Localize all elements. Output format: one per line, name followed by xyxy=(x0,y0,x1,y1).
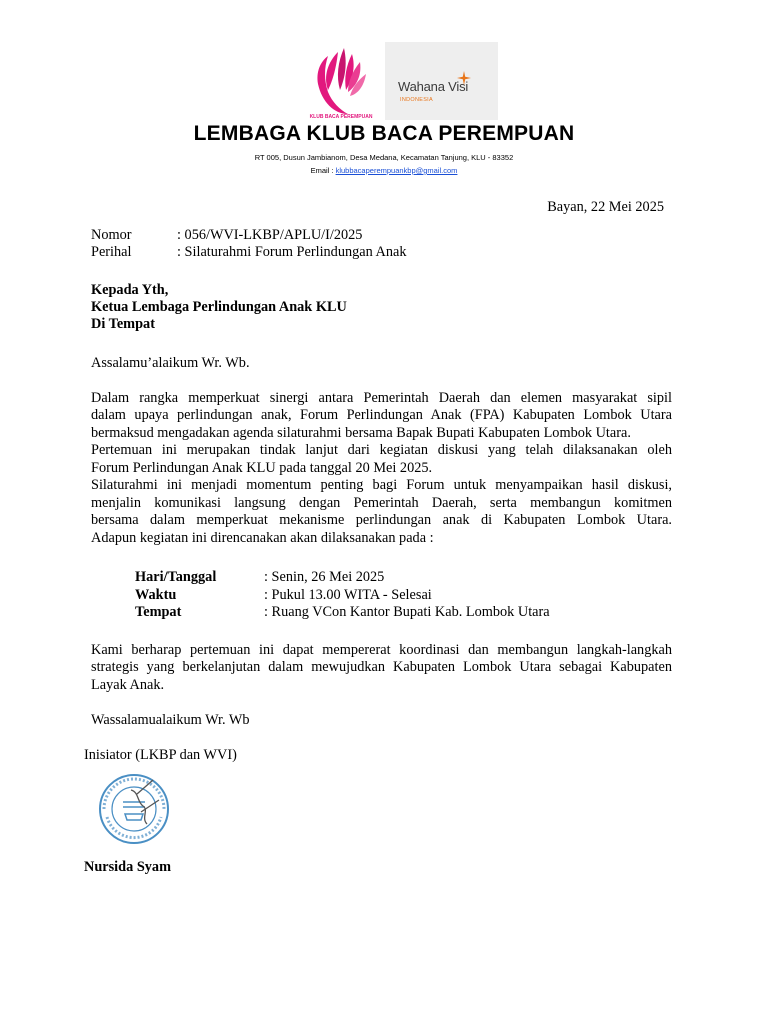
paragraph-line: dalam upaya perlindungan anak, Forum Perlindungan Anak (FPA) Kabupaten Lombok Utara xyxy=(91,407,672,423)
nomor-value: : 056/WVI-LKBP/APLU/I/2025 xyxy=(177,227,363,243)
schedule-label: Tempat xyxy=(135,604,182,620)
klub-baca-perempuan-logo xyxy=(298,44,384,124)
initiator: Inisiator (LKBP dan WVI) xyxy=(84,747,237,763)
org-title: LEMBAGA KLUB BACA PEREMPUAN xyxy=(193,122,575,145)
paragraph-line: strategis yang berkelanjutan dalam mewujudkan Kabupaten Lombok Utara sebagai Kabupaten xyxy=(91,659,672,675)
paragraph-line: Adapun kegiatan ini direncanakan akan dilaksanakan pada : xyxy=(91,530,434,546)
schedule-value: : Pukul 13.00 WITA - Selesai xyxy=(264,587,432,603)
org-email-line xyxy=(0,166,768,175)
paragraph-line: Kami berharap pertemuan ini dapat mempererat koordinasi dan membangun langkah-langkah xyxy=(91,642,672,658)
paragraph-line: Dalam rangka memperkuat sinergi antara Pemerintah Daerah dan elemen masyarakat sipil xyxy=(91,390,672,406)
paragraph-line: Forum Perlindungan Anak KLU pada tanggal 20 Mei 2025. xyxy=(91,460,433,476)
stamp-seal-icon xyxy=(97,772,171,846)
klub-logo-caption: KLUB BACA PEREMPUAN xyxy=(309,114,373,120)
sign-off: Wassalamualaikum Wr. Wb xyxy=(91,712,250,728)
org-address: RT 005, Dusun Jambianom, Desa Medana, Kecamatan Tanjung, KLU - 83352 xyxy=(254,153,514,162)
recipient-line: Kepada Yth, xyxy=(91,282,169,298)
paragraph-line: Silaturahmi ini menjadi momentum penting bagi Forum untuk menyampaikan hasil diskusi, xyxy=(91,477,672,493)
email-link[interactable]: klubbacaperempuankbp@gmail.com xyxy=(335,166,458,175)
perihal-label: Perihal xyxy=(91,244,132,260)
schedule-label: Hari/Tanggal xyxy=(135,569,217,585)
paragraph-line: Layak Anak. xyxy=(91,677,165,693)
paragraph-line: Pertemuan ini merupakan tindak lanjut dari kegiatan diskusi yang telah dilaksanakan oleh xyxy=(91,442,672,458)
schedule-value: : Ruang VCon Kantor Bupati Kab. Lombok Utara xyxy=(264,604,550,620)
paragraph-line: menjalin komunikasi langsung dengan Pemerintah Daerah, serta membangun komitmen xyxy=(91,495,672,511)
schedule-value: : Senin, 26 Mei 2025 xyxy=(264,569,385,585)
wahana-visi-logo xyxy=(385,42,498,120)
greeting: Assalamu’alaikum Wr. Wb. xyxy=(91,355,250,371)
email-label: Email : xyxy=(310,166,334,175)
paragraph-line: bermaksud mengadakan agenda silaturahmi bersama Bapak Bupati Kabupaten Lombok Utara. xyxy=(91,425,631,441)
butterfly-face-icon xyxy=(298,44,384,124)
official-stamp xyxy=(97,772,171,846)
schedule-label: Waktu xyxy=(135,587,177,603)
wahana-visi-subtitle: INDONESIA xyxy=(400,97,433,103)
place-date: Bayan, 22 Mei 2025 xyxy=(547,199,664,215)
recipient-line: Di Tempat xyxy=(91,316,155,332)
nomor-label: Nomor xyxy=(91,227,132,243)
paragraph-line: bersama dalam memperkuat mekanisme perlindungan anak di Kabupaten Lombok Utara. xyxy=(91,512,672,528)
signatory-name: Nursida Syam xyxy=(84,859,171,875)
star-icon xyxy=(457,71,471,85)
recipient-line: Ketua Lembaga Perlindungan Anak KLU xyxy=(91,299,347,315)
wahana-visi-name: Wahana Visi xyxy=(398,79,469,94)
perihal-value: : Silaturahmi Forum Perlindungan Anak xyxy=(177,244,407,260)
